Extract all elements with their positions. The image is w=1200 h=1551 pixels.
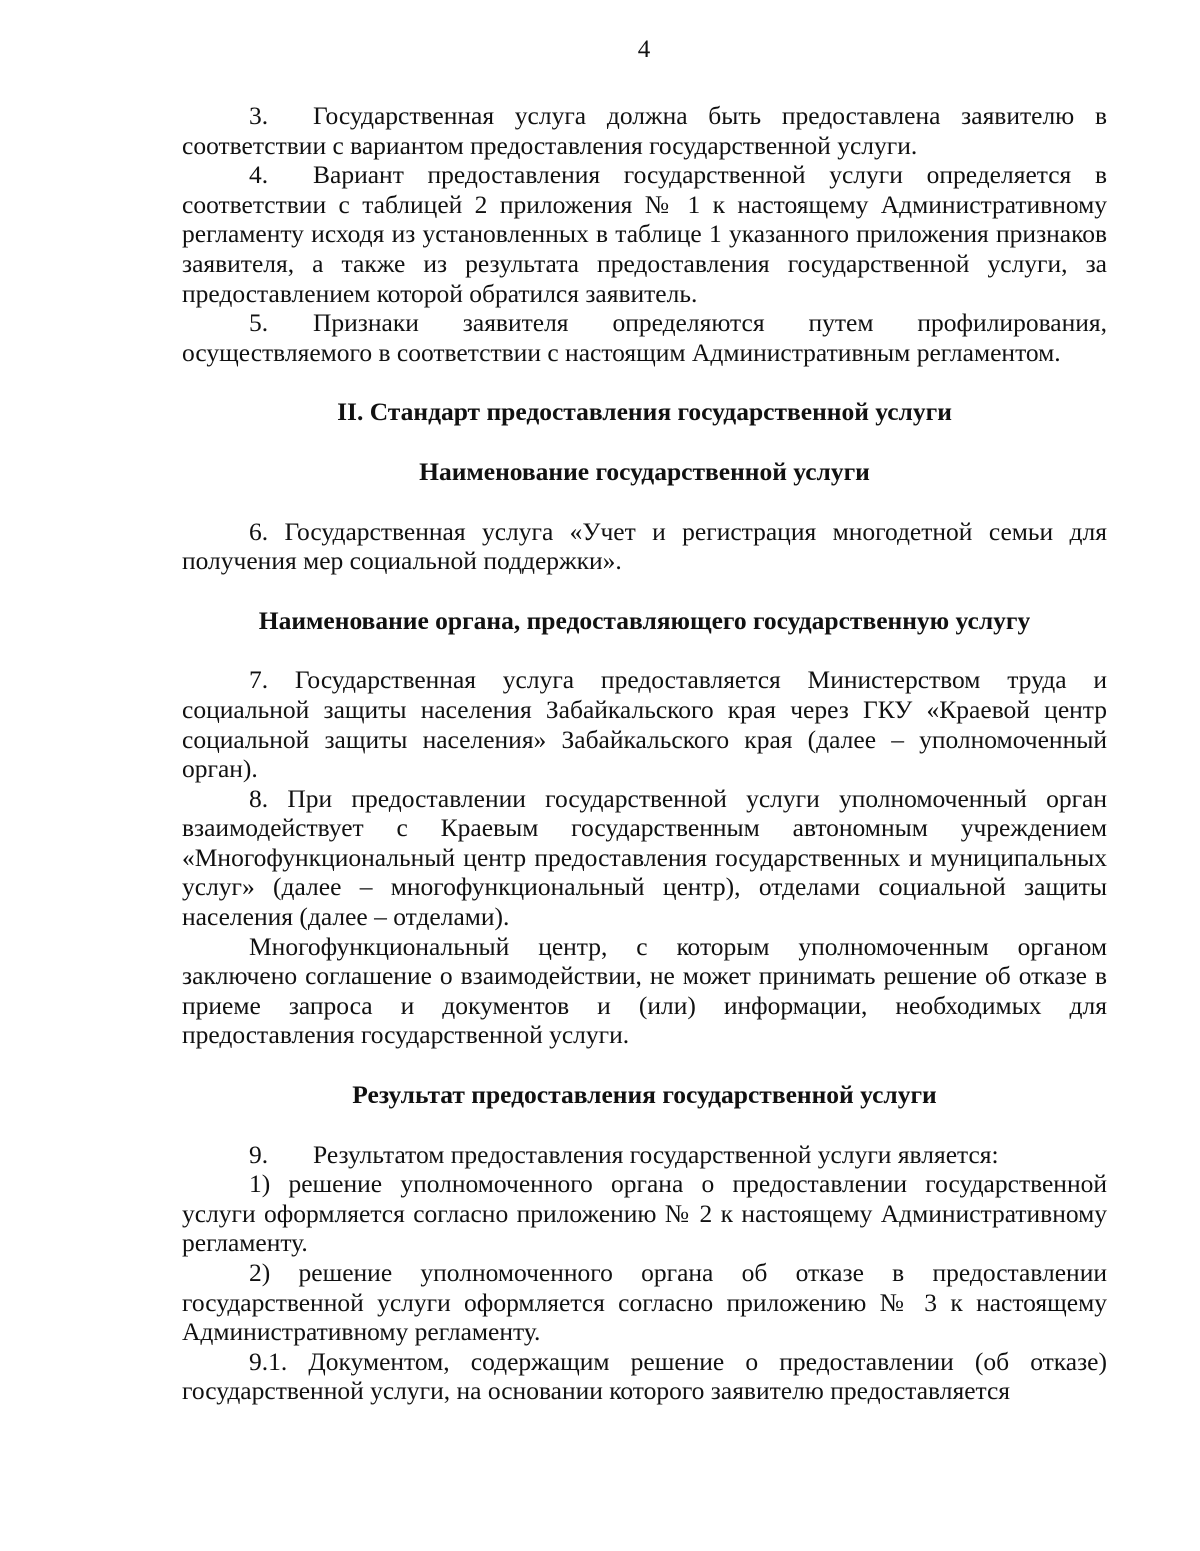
document-body <box>182 101 1107 1406</box>
paragraph-3-number: 3. <box>249 101 269 130</box>
page-number: 4 <box>637 36 651 63</box>
paragraph-5-number: 5. <box>249 308 269 338</box>
paragraph-7: 7. Государственная услуга предоставляется Министерством труда и социальной защиты населения Забайкальского края через ГКУ «Краевой центр социальной защиты населения» Забайкальского края (далее – уполномоченный орган). <box>182 665 1107 784</box>
paragraph-9-item-1: 1) решение уполномоченного органа о предоставлении государственной услуги оформляется согласно приложению № 2 к настоящему Административному регламенту. <box>182 1169 1107 1258</box>
paragraph-4-text: Вариант предоставления государственной услуги определяется в соответствии с таблицей 2 приложения № 1 к настоящему Административному регламенту исходя из установленных в таблице 1 указанного приложения признаков заявителя, а также из результата предоставления государственной услуги, за предоставлением которой обратился заявитель. <box>182 160 1107 308</box>
paragraph-8: 8. При предоставлении государственной услуги уполномоченный орган взаимодействует с Краевым государственным автономным учреждением «Многофункциональный центр предоставления государственных и муниципальных услуг» (далее – многофункциональный центр), отделами социальной защиты населения (далее – отделами). <box>182 783 1107 932</box>
paragraph-9-number: 9. <box>249 1139 269 1169</box>
paragraph-4 <box>182 160 1107 308</box>
paragraph-6: 6. Государственная услуга «Учет и регистрация многодетной семьи для получения мер социальной поддержки». <box>182 516 1107 576</box>
authority-heading: Наименование органа, предоставляющего государственную услугу <box>258 605 1031 635</box>
paragraph-3-text: Государственная услуга должна быть предоставлена заявителю в соответствии с вариантом предоставления государственной услуги. <box>182 101 1107 160</box>
section-title: II. Стандарт предоставления государственной услуги <box>337 397 952 427</box>
paragraph-9-1: 9.1. Документом, содержащим решение о предоставлении (об отказе) государственной услуги, на основании которого заявителю предоставляется <box>182 1346 1107 1406</box>
service-name-heading: Наименование государственной услуги <box>419 456 870 486</box>
paragraph-3 <box>182 101 1107 160</box>
paragraph-9-item-2: 2) решение уполномоченного органа об отказе в предоставлении государственной услуги оформляется согласно приложению № 3 к настоящему Административному регламенту. <box>182 1258 1107 1347</box>
paragraph-9-text: Результатом предоставления государственной услуги является: <box>313 1139 999 1169</box>
paragraph-4-number: 4. <box>249 160 269 190</box>
paragraph-9 <box>182 1140 1107 1170</box>
result-heading: Результат предоставления государственной услуги <box>352 1080 937 1110</box>
paragraph-5 <box>182 308 1107 367</box>
paragraph-5-text: Признаки заявителя определяются путем профилирования, осуществляемого в соответствии с настоящим Административным регламентом. <box>182 308 1107 367</box>
paragraph-8-continuation: Многофункциональный центр, с которым уполномоченным органом заключено соглашение о взаимодействии, не может принимать решение об отказе в приеме запроса и документов и (или) информации, необходимых для предоставления государственной услуги. <box>182 931 1107 1050</box>
